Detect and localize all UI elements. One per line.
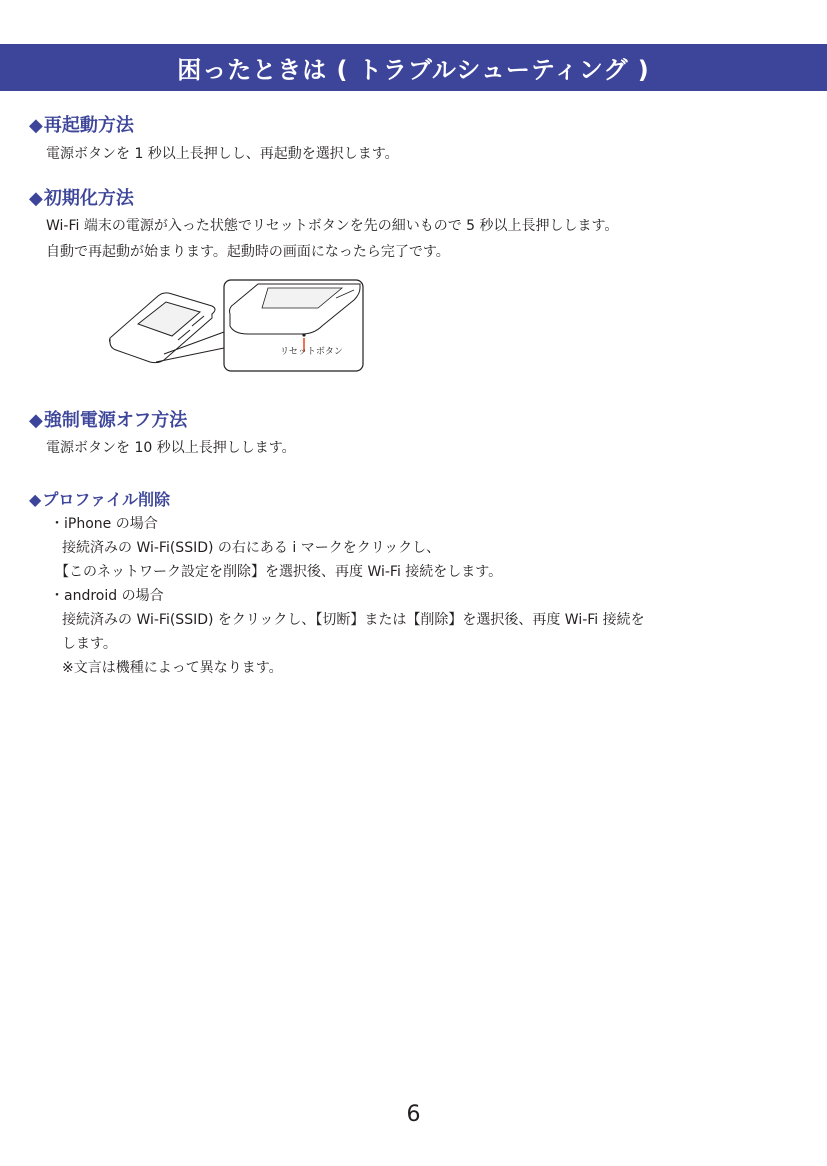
- iphone-step-1: 接続済みの Wi-Fi(SSID) の右にある i マークをクリックし、: [62, 540, 441, 556]
- reset-button-label: リセットボタン: [280, 347, 343, 357]
- page-number: 6: [406, 1102, 421, 1127]
- heading-text: 強制電源オフ方法: [43, 410, 188, 431]
- profile-note: ※文言は機種によって異なります。: [62, 660, 283, 676]
- reset-button: [302, 333, 305, 336]
- force-off-instruction: 電源ボタンを 10 秒以上長押しします。: [46, 440, 296, 456]
- initialize-instruction-2: 自動で再起動が始まります。起動時の画面になったら完了です。: [46, 244, 450, 260]
- section-heading-profile-delete: [29, 487, 170, 510]
- heading-text: 初期化方法: [43, 188, 134, 209]
- router-device: [110, 293, 216, 363]
- diamond-icon: ◆: [29, 188, 43, 209]
- iphone-step-2: 【このネットワーク設定を削除】を選択後、再度 Wi-Fi 接続をします。: [55, 564, 503, 580]
- initialize-instruction-1: Wi-Fi 端末の電源が入った状態でリセットボタンを先の細いもので 5 秒以上長押しします。: [46, 218, 619, 234]
- heading-text: 再起動方法: [43, 115, 134, 136]
- android-step-1: 接続済みの Wi-Fi(SSID) をクリックし、【切断】または【削除】を選択後、再度 Wi-Fi 接続を: [62, 612, 645, 628]
- heading-text: プロファイル削除: [42, 490, 170, 509]
- router-reset-illustration: [108, 278, 366, 374]
- section-heading-force-off: [29, 406, 187, 432]
- diamond-icon: ◆: [29, 410, 43, 431]
- restart-instruction: 電源ボタンを 1 秒以上長押しし、再起動を選択します。: [46, 146, 399, 162]
- diamond-icon: ◆: [29, 115, 43, 136]
- iphone-case-title: ・iPhone の場合: [50, 516, 158, 532]
- page-title-banner: [0, 44, 827, 91]
- android-case-title: ・android の場合: [50, 588, 164, 604]
- android-step-2: します。: [62, 636, 117, 652]
- section-heading-initialize: [29, 184, 134, 210]
- diamond-icon: ◆: [29, 490, 42, 509]
- section-heading-restart: [29, 111, 134, 137]
- page-title: 困ったときは ( トラブルシューティング ): [177, 56, 650, 84]
